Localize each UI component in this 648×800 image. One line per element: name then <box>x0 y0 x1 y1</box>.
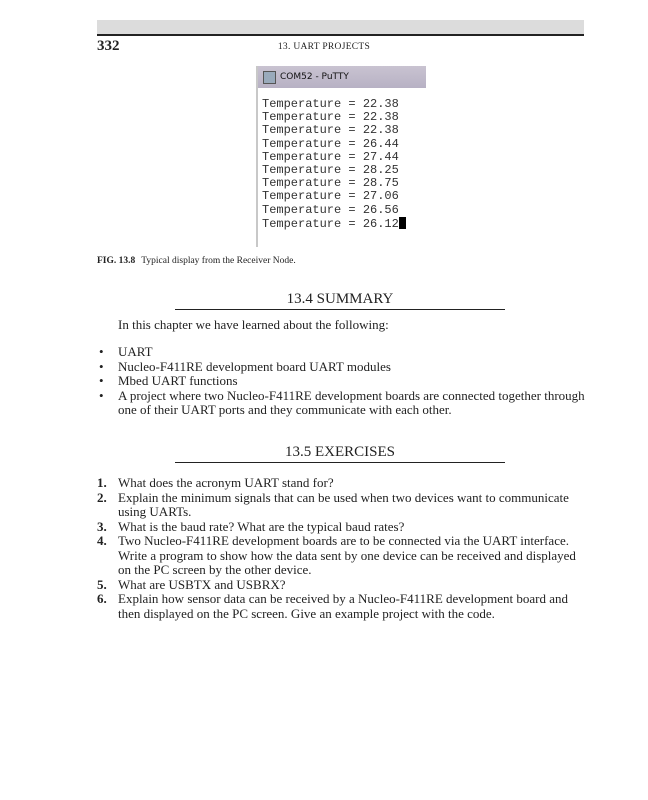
putty-screenshot <box>256 66 426 247</box>
summary-bullet: • Mbed UART functions <box>97 374 587 389</box>
terminal-line-text: Temperature = 28.75 <box>262 176 399 191</box>
exercises-list <box>97 476 587 621</box>
exercise-number: 1. <box>97 475 107 490</box>
terminal-line-text: Temperature = 26.44 <box>262 136 399 151</box>
exercise-number: 3. <box>97 518 107 534</box>
window-title: COM52 - PuTTY <box>280 72 349 82</box>
exercise-number: 2. <box>97 489 107 505</box>
header-rule <box>97 34 584 36</box>
exercise-number: 6. <box>97 591 107 606</box>
terminal-line-text: Temperature = 27.44 <box>262 149 399 164</box>
exercise-number: 4. <box>97 533 107 548</box>
exercise-item <box>97 534 587 578</box>
header-band <box>97 20 584 34</box>
terminal-line-text: Temperature = 22.38 <box>262 97 399 111</box>
exercise-text: Explain how sensor data can be received by a Nucleo-F411RE development board and then displayed on the PC screen. Give an example project with the code. <box>118 591 569 621</box>
summary-list <box>97 345 587 418</box>
exercise-item <box>97 578 587 593</box>
exercise-text: What is the baud rate? What are the typical baud rates? <box>118 518 405 534</box>
exercise-item <box>97 491 587 520</box>
terminal-line-text: Temperature = 22.38 <box>262 110 399 125</box>
summary-bullet: • UART <box>97 345 587 360</box>
exercise-text: What does the acronym UART stand for? <box>118 475 334 490</box>
exercise-text: What are USBTX and USBRX? <box>118 576 286 592</box>
terminal-line-text: Temperature = 26.56 <box>262 202 399 217</box>
summary-heading: 13.4 SUMMARY <box>175 291 505 310</box>
exercise-item <box>97 520 587 535</box>
exercise-item <box>97 476 587 491</box>
summary-bullet: • A project where two Nucleo-F411RE development boards are connected together through one of their UART ports and they communicate with each other. <box>97 389 587 418</box>
page-number: 332 <box>97 38 120 54</box>
terminal-line-text: Temperature = 27.06 <box>262 189 399 204</box>
putty-titlebar <box>258 66 426 88</box>
exercise-text: Two Nucleo-F411RE development boards are to be connected via the UART interface. Write a program to show how the data sent by one device can be received and displayed on the PC screen by the other device. <box>118 533 576 577</box>
terminal-line-text: Temperature = 26.12 <box>262 216 399 231</box>
terminal-line <box>262 217 426 231</box>
terminal-line <box>262 204 426 217</box>
exercise-item <box>97 592 587 621</box>
terminal-output <box>258 88 426 231</box>
caption-label: FIG. 13.8 <box>97 256 136 266</box>
summary-bullet: • Nucleo-F411RE development board UART modules <box>97 360 587 375</box>
figure-caption <box>97 256 296 266</box>
exercise-number: 5. <box>97 576 107 592</box>
caption-text: Typical display from the Receiver Node. <box>141 256 296 266</box>
exercise-text: Explain the minimum signals that can be used when two devices want to communicate using UARTs. <box>118 489 569 519</box>
running-head: 13. UART PROJECTS <box>277 42 371 52</box>
putty-icon <box>263 71 276 84</box>
terminal-cursor <box>399 217 406 229</box>
terminal-line-text: Temperature = 28.25 <box>262 163 399 178</box>
terminal-line-text: Temperature = 22.38 <box>262 123 399 138</box>
exercises-heading: 13.5 EXERCISES <box>175 444 505 463</box>
summary-intro: In this chapter we have learned about the following: <box>118 317 389 332</box>
